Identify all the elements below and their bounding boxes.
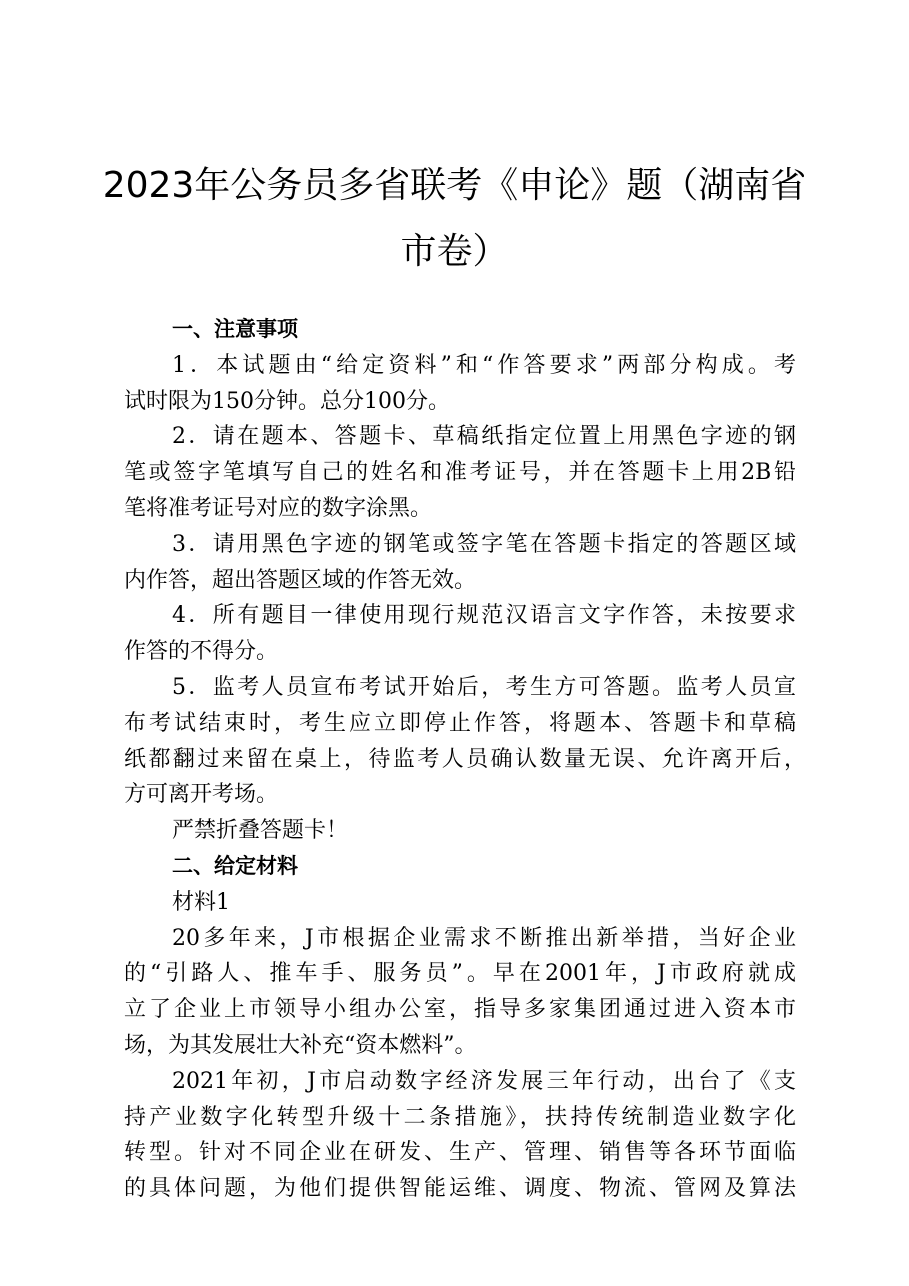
section-heading: 一、注意事项 (172, 317, 298, 341)
document-title-line-1: 2023年公务员多省联考《申论》题（湖南省 (102, 165, 807, 206)
paragraph-line: 材料1 (172, 889, 230, 915)
paragraph-line: 持产业数字化转型升级十二条措施》，扶持传统制造业数字化 (124, 1104, 796, 1130)
paragraph-line: 2．请在题本、答题卡、草稿纸指定位置上用黑色字迹的钢 (172, 424, 796, 450)
paragraph-line: 1．本试题由“给定资料”和“作答要求”两部分构成。考 (172, 352, 796, 378)
paragraph-line: 3．请用黑色字迹的钢笔或签字笔在答题卡指定的答题区域 (172, 531, 796, 557)
paragraph-line: 立了企业上市领导小组办公室，指导多家集团通过进入资本市 (124, 997, 796, 1023)
paragraph-line: 4．所有题目一律使用现行规范汉语言文字作答，未按要求 (172, 603, 796, 629)
paragraph-line: 严禁折叠答题卡！ (172, 818, 349, 844)
paragraph-line: 场，为其发展壮大补充“资本燃料”。 (124, 1032, 477, 1058)
paragraph-line: 方可离开考场。 (124, 782, 279, 808)
paragraph-line: 转型。针对不同企业在研发、生产、管理、销售等各环节面临 (124, 1140, 796, 1166)
paragraph-line: 的“引路人、推车手、服务员”。早在2001年，J市政府就成 (124, 961, 796, 987)
section-heading: 二、给定材料 (172, 853, 298, 878)
document-title-line-2: 市卷） (400, 231, 509, 272)
paragraph-line: 笔将准考证号对应的数字涂黑。 (124, 495, 433, 521)
paragraph-line: 纸都翻过来留在桌上，待监考人员确认数量无误、允许离开后， (124, 746, 806, 772)
paragraph-line: 2021年初，J市启动数字经济发展三年行动，出台了《支 (172, 1068, 796, 1094)
paragraph-line: 内作答，超出答题区域的作答无效。 (124, 567, 477, 593)
paragraph-line: 布考试结束时，考生应立即停止作答，将题本、答题卡和草稿 (124, 710, 796, 736)
paragraph-line: 笔或签字笔填写自己的姓名和准考证号，并在答题卡上用2B铅 (124, 460, 796, 486)
paragraph-line: 作答的不得分。 (124, 639, 279, 665)
paragraph-line: 5．监考人员宣布考试开始后，考生方可答题。监考人员宣 (172, 674, 796, 700)
paragraph-line: 20多年来，J市根据企业需求不断推出新举措，当好企业 (172, 925, 796, 951)
paragraph-line: 的具体问题，为他们提供智能运维、调度、物流、管网及算法 (124, 1176, 796, 1202)
paragraph-line: 试时限为150分钟。总分100分。 (124, 388, 450, 414)
document-body (124, 312, 806, 1207)
